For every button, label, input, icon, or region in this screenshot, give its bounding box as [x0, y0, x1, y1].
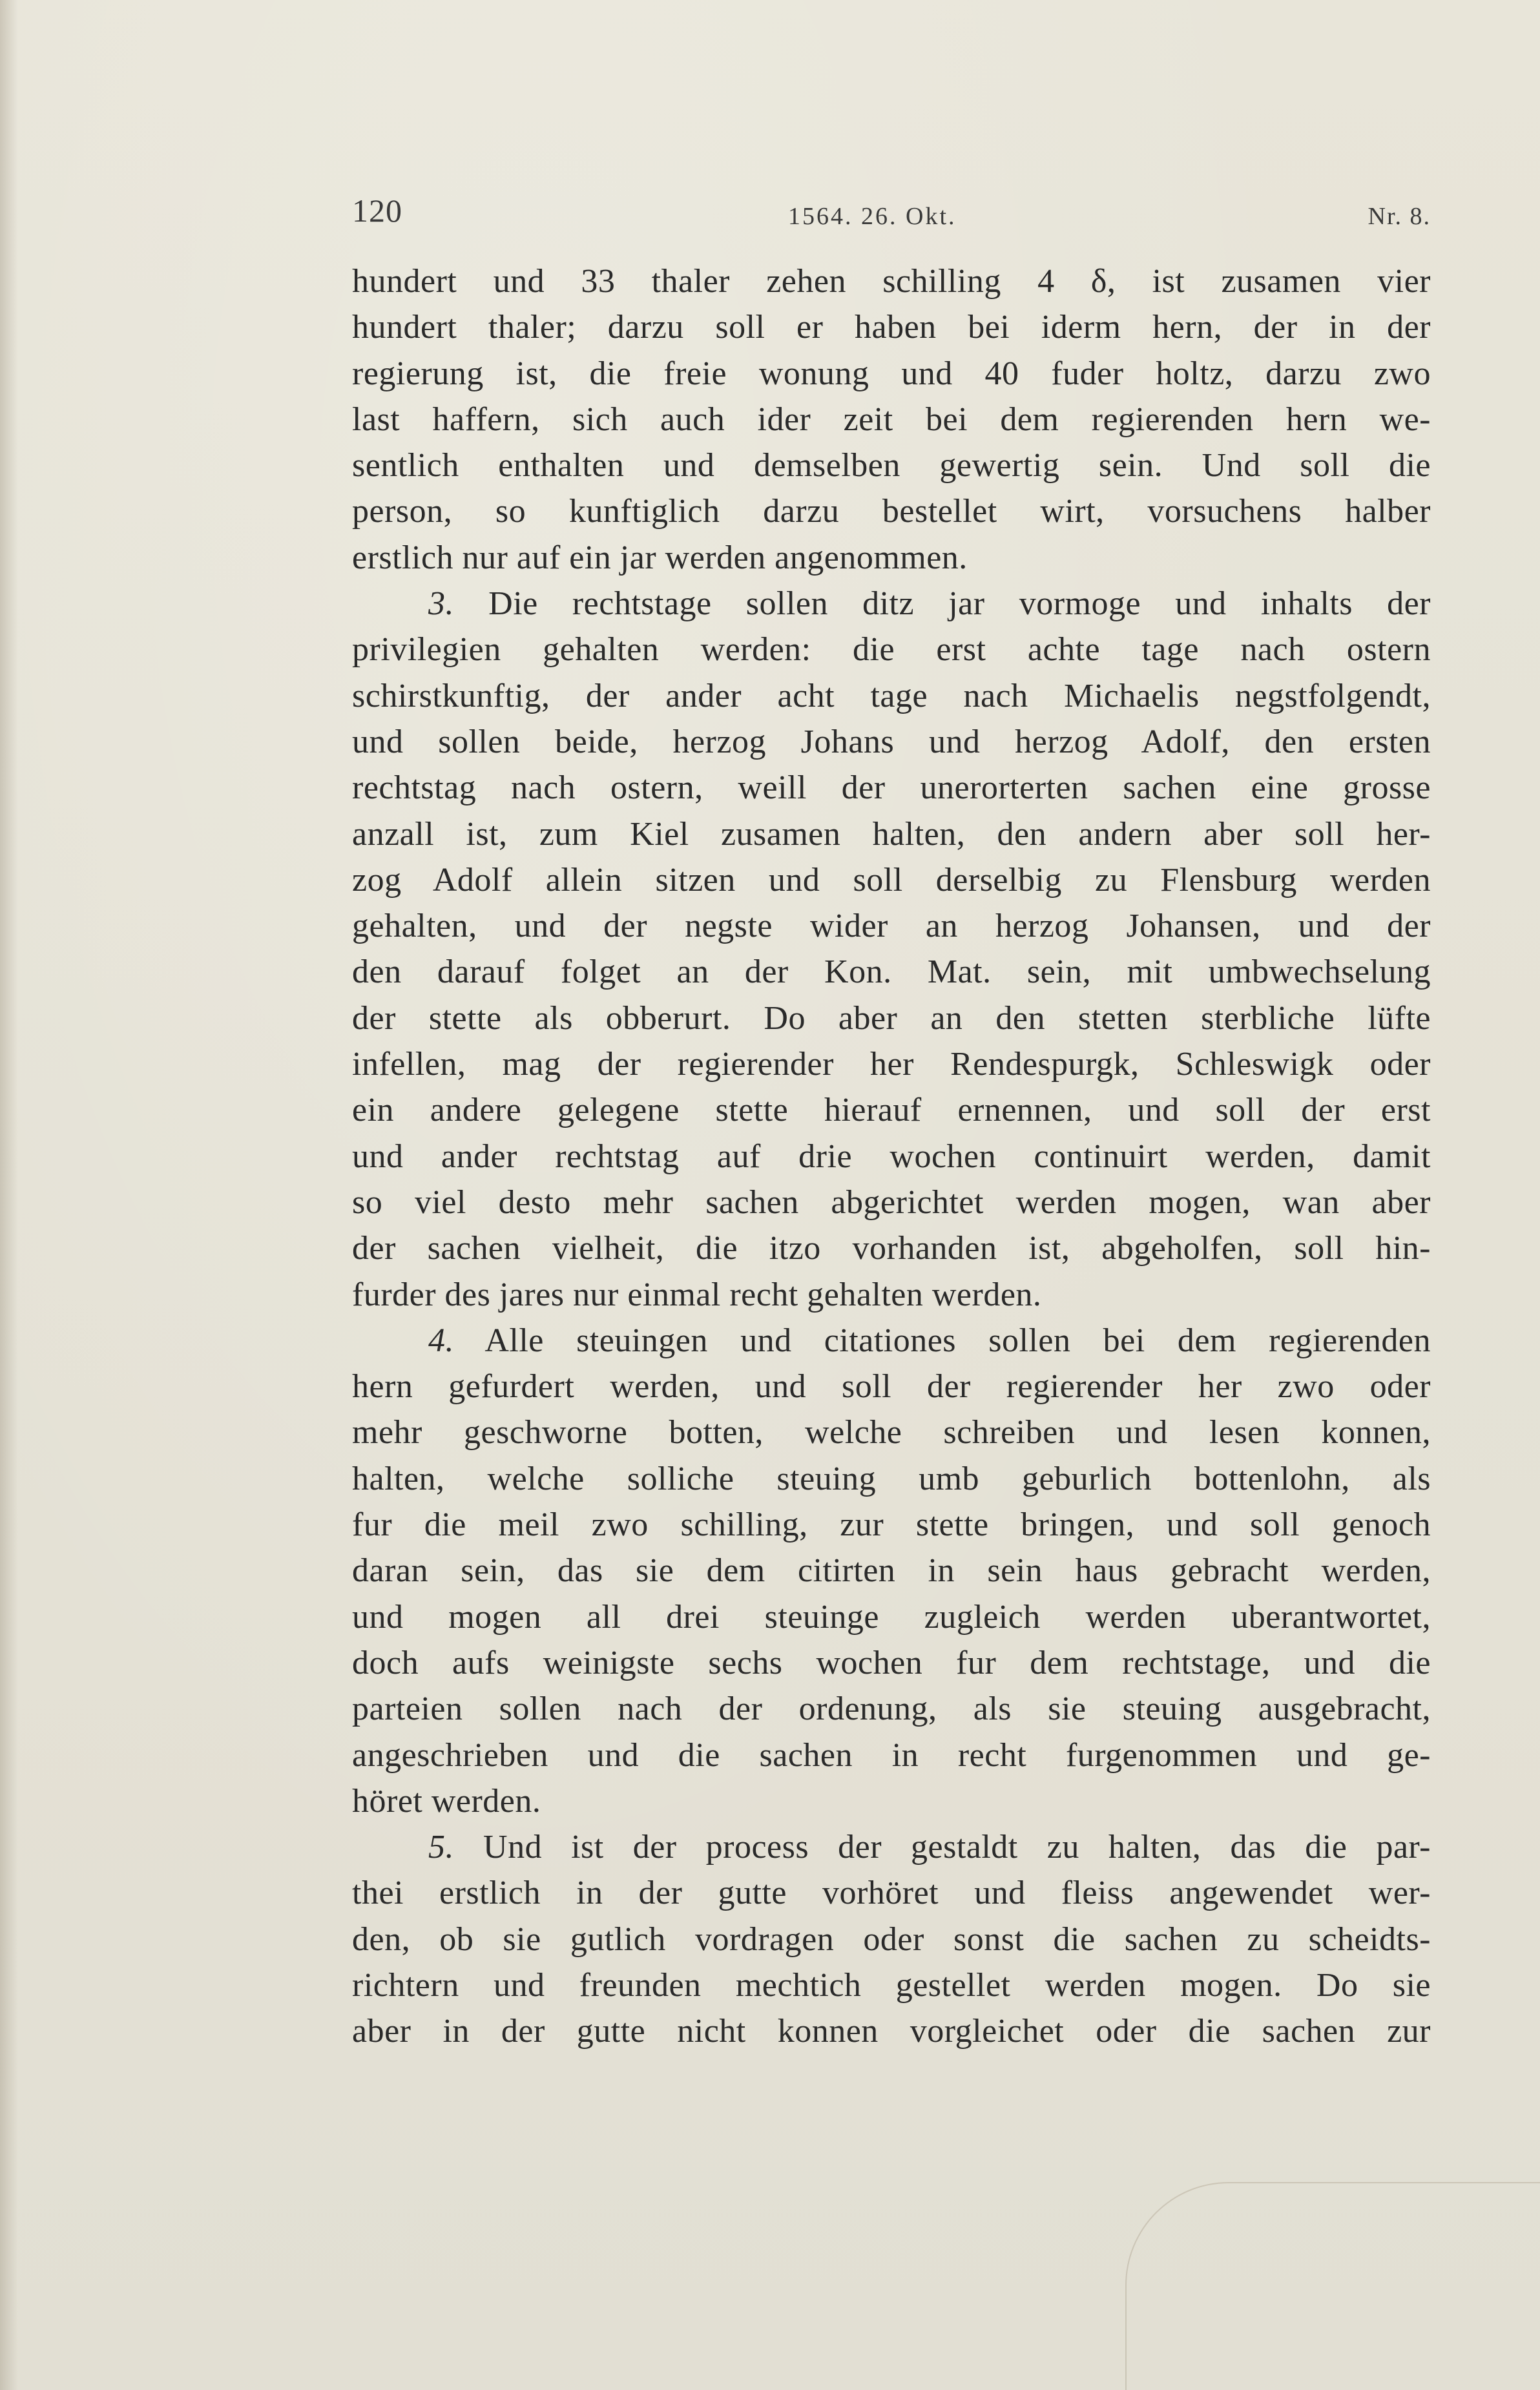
document-number: Nr. 8.	[1368, 203, 1431, 230]
text-line: last haffern, sich auch ider zeit bei dem regierenden hern we-	[352, 400, 1431, 438]
text-line: hern gefurdert werden, und soll der regierender her zwo oder	[352, 1368, 1431, 1406]
page-corner-curl	[1125, 2182, 1540, 2390]
text-line: furder des jares nur einmal recht gehalten werden.	[352, 1276, 1042, 1313]
paragraph-number-5: 5.	[428, 1829, 454, 1866]
text-line: der stette als obberurt. Do aber an den stetten sterbliche lüfte	[352, 999, 1431, 1037]
text-line: aber in der gutte nicht konnen vorgleichet oder die sachen zur	[352, 2013, 1431, 2050]
text-line: anzall ist, zum Kiel zusamen halten, den andern aber soll her-	[352, 815, 1431, 853]
text-line: fur die meil zwo schilling, zur stette bringen, und soll genoch	[352, 1506, 1431, 1544]
text-line: richtern und freunden mechtich gestellet werden mogen. Do sie	[352, 1966, 1431, 2004]
text-line: rechtstag nach ostern, weill der unerorterten sachen eine grosse	[352, 769, 1431, 807]
text-line: doch aufs weinigste sechs wochen fur dem rechtstage, und die	[352, 1644, 1431, 1681]
text-line: und ander rechtstag auf drie wochen continuirt werden, damit	[352, 1138, 1431, 1175]
text-line: sentlich enthalten und demselben gewertig sein. Und soll die	[352, 447, 1431, 484]
text-line: Und ist der process der gestaldt zu halten, das die par-	[483, 1829, 1431, 1866]
text-line: halten, welche solliche steuing umb geburlich bottenlohn, als	[352, 1460, 1431, 1497]
paragraph-5-first-line	[352, 1824, 1431, 1870]
text-line: hundert und 33 thaler zehen schilling 4 δ, ist zusamen vier	[352, 263, 1431, 300]
text-line: zog Adolf allein sitzen und soll derselbig zu Flensburg werden	[352, 861, 1431, 899]
paragraph-number-3: 3.	[428, 585, 454, 623]
text-line: schirstkunftig, der ander acht tage nach Michaelis negstfolgendt,	[352, 677, 1431, 714]
text-line: und sollen beide, herzog Johans und herzog Adolf, den ersten	[352, 723, 1431, 760]
page-number: 120	[352, 192, 402, 229]
paragraph-4-first-line	[352, 1318, 1431, 1364]
text-line: angeschrieben und die sachen in recht furgenommen und ge-	[352, 1736, 1431, 1774]
text-line: den, ob sie gutlich vordragen oder sonst die sachen zu scheidts-	[352, 1920, 1431, 1958]
paragraph-number-4: 4.	[428, 1322, 454, 1359]
text-line: person, so kunftiglich darzu bestellet wirt, vorsuchens halber	[352, 493, 1431, 530]
text-line: so viel desto mehr sachen abgerichtet werden mogen, wan aber	[352, 1183, 1431, 1221]
text-line: privilegien gehalten werden: die erst achte tage nach ostern	[352, 631, 1431, 669]
body-text	[352, 258, 1431, 2055]
page-edge-shadow	[0, 0, 18, 2390]
text-line: den darauf folget an der Kon. Mat. sein, mit umbwechselung	[352, 953, 1431, 991]
date-line: 1564. 26. Okt.	[788, 203, 957, 230]
text-line: Die rechtstage sollen ditz jar vormoge und inhalts der	[488, 585, 1431, 623]
text-line: und mogen all drei steuinge zugleich werden uberantwortet,	[352, 1598, 1431, 1636]
text-line: infellen, mag der regierender her Rendespurgk, Schleswigk oder	[352, 1046, 1431, 1083]
text-line: Alle steuingen und citationes sollen bei dem regierenden	[484, 1322, 1431, 1359]
paragraph-3-first-line	[352, 581, 1431, 627]
text-line: ein andere gelegene stette hierauf ernennen, und soll der erst	[352, 1092, 1431, 1129]
page-header	[352, 192, 1431, 236]
text-line: hundert thaler; darzu soll er haben bei iderm hern, der in der	[352, 309, 1431, 346]
text-line: thei erstlich in der gutte vorhöret und fleiss angewendet wer-	[352, 1875, 1431, 1912]
text-line: parteien sollen nach der ordenung, als sie steuing ausgebracht,	[352, 1690, 1431, 1728]
text-line: daran sein, das sie dem citirten in sein haus gebracht werden,	[352, 1552, 1431, 1590]
text-line: gehalten, und der negste wider an herzog Johansen, und der	[352, 908, 1431, 945]
text-line: mehr geschworne botten, welche schreiben und lesen konnen,	[352, 1414, 1431, 1451]
text-line: erstlich nur auf ein jar werden angenommen.	[352, 539, 968, 576]
text-line: regierung ist, die freie wonung und 40 fuder holtz, darzu zwo	[352, 355, 1431, 392]
text-line: höret werden.	[352, 1782, 541, 1820]
text-line: der sachen vielheit, die itzo vorhanden ist, abgeholfen, soll hin-	[352, 1230, 1431, 1267]
